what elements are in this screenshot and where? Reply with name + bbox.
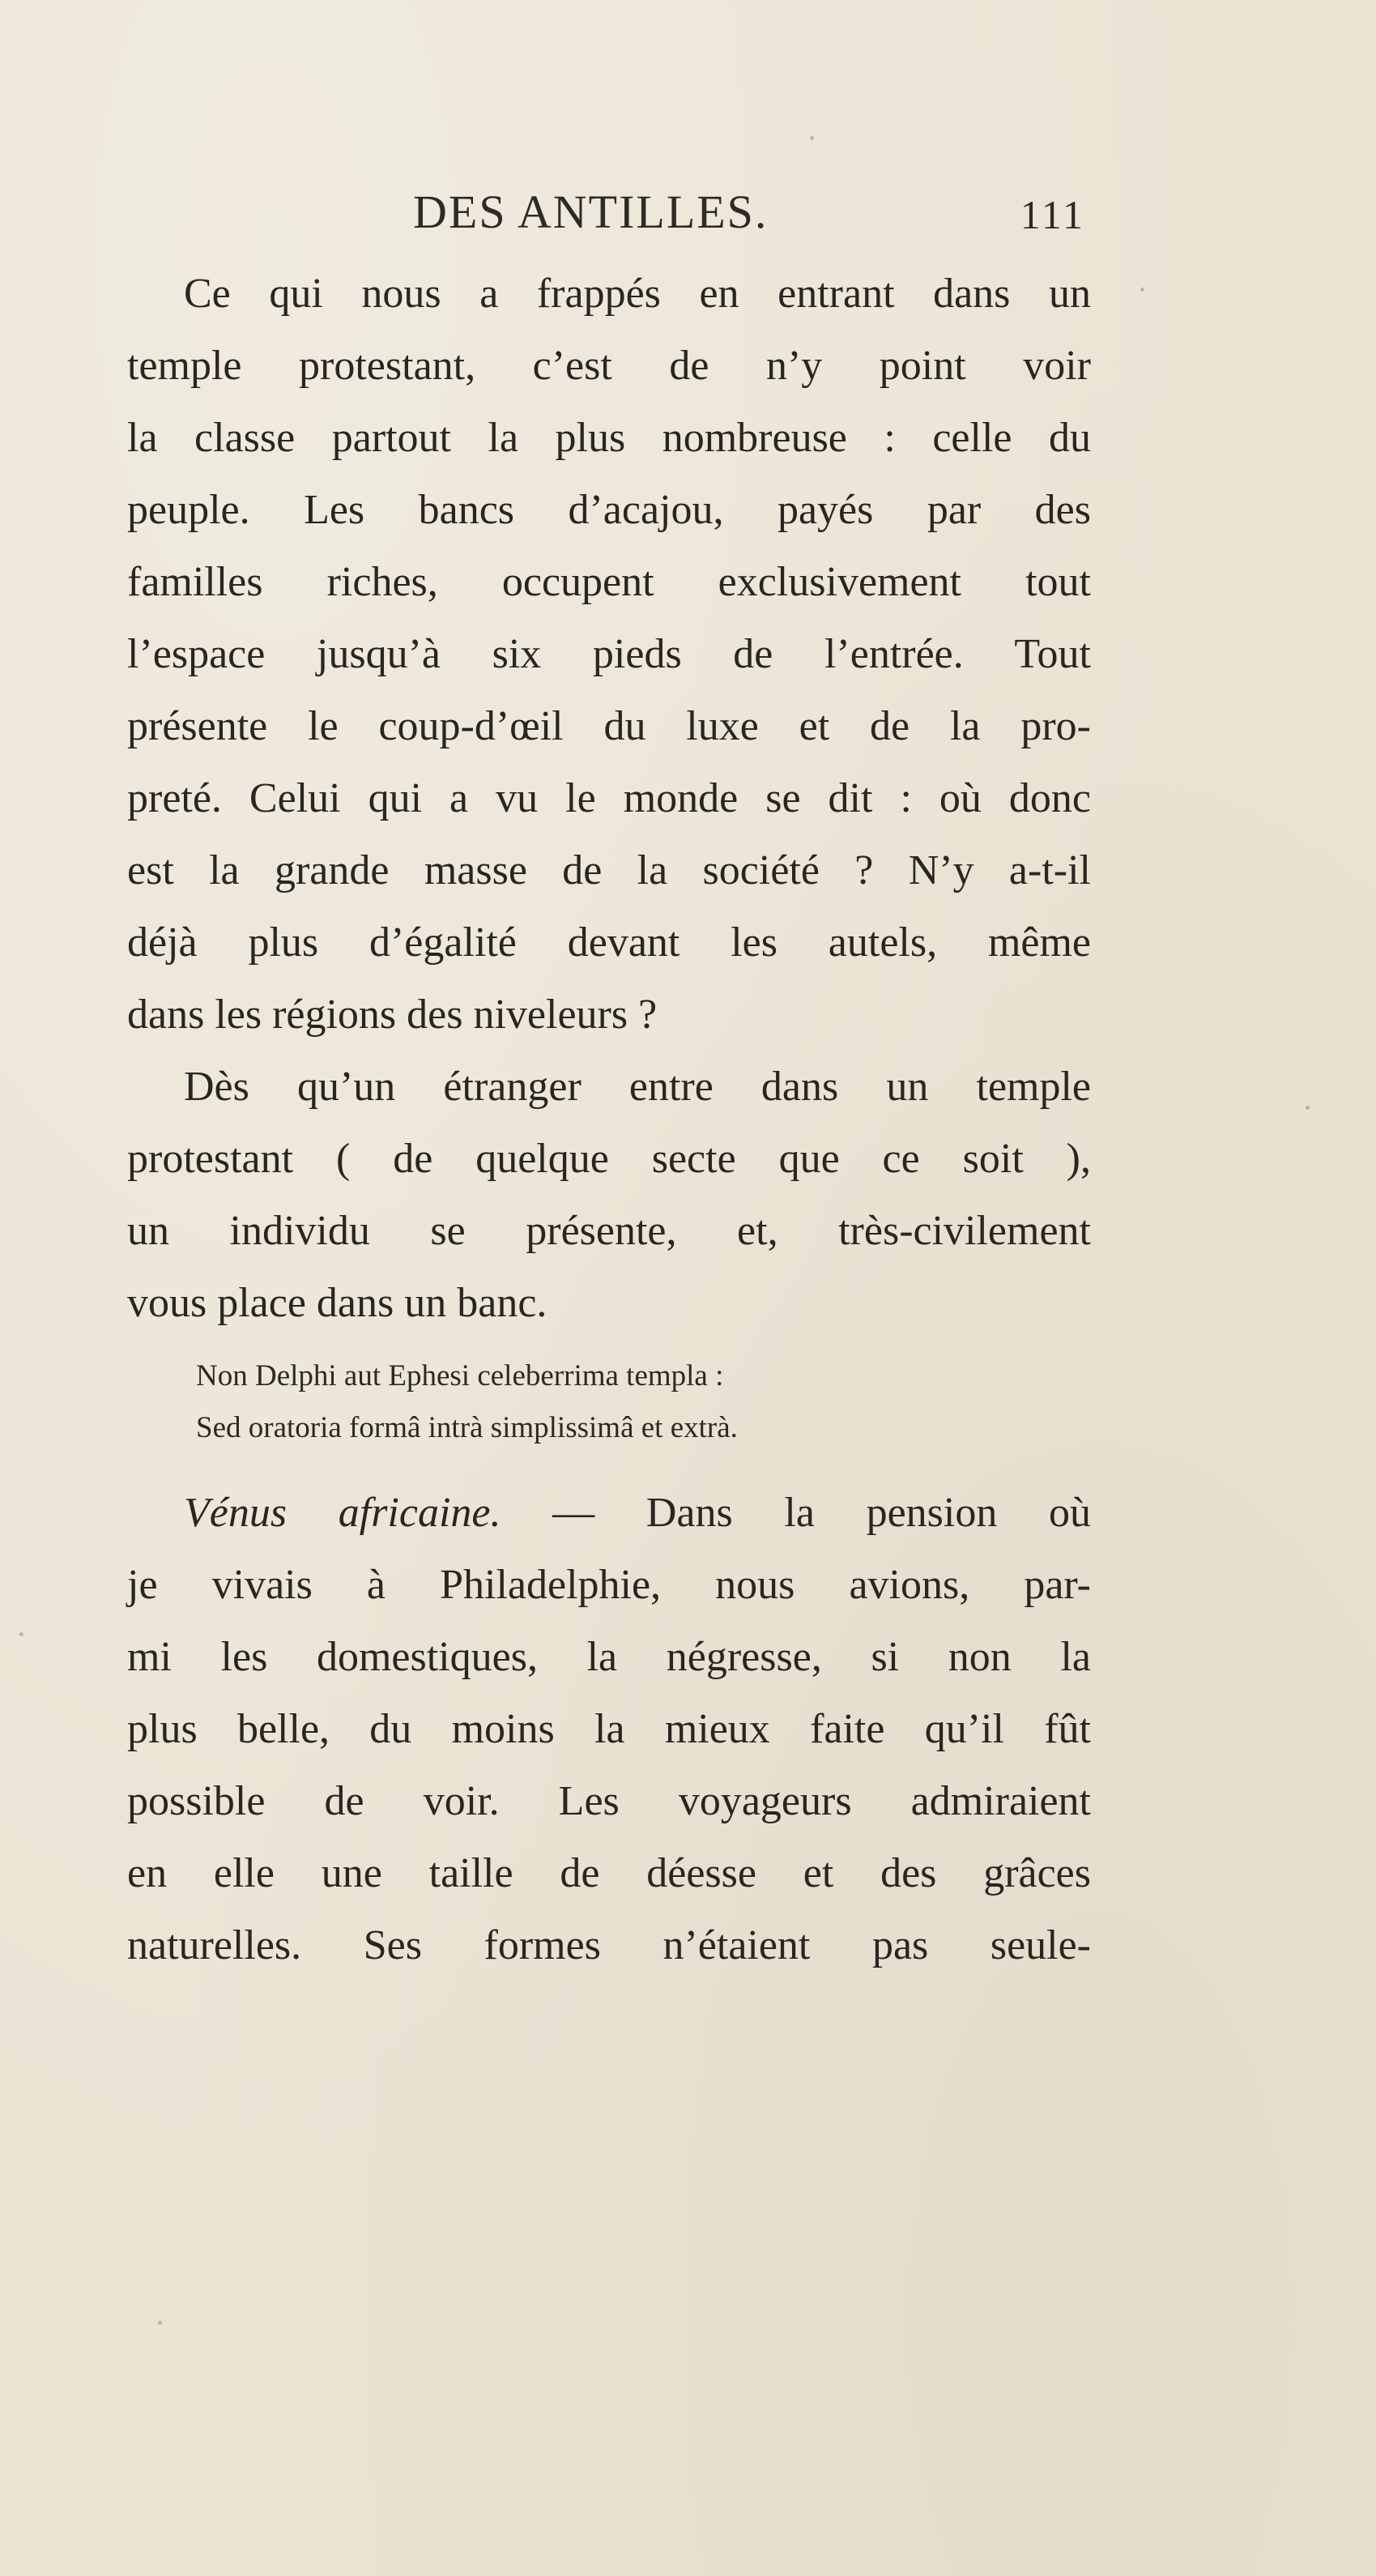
page-header [413,185,1085,249]
text-line [127,1477,1091,1549]
paragraph [127,1051,1091,1339]
paragraph [127,1477,1091,1981]
paper-speck [810,136,814,140]
paper-speck [1140,288,1144,292]
text-line: plus belle, du moins la mieux faite qu’il fût [127,1706,1091,1752]
text-line: un individu se présente, et, très-civilement [127,1208,1091,1254]
text-line: vous place dans un banc. [127,1280,547,1326]
text-line: mi les domestiques, la négresse, si non la [127,1634,1091,1680]
text-line: est la grande masse de la société ? N’y a-t-il [127,847,1091,893]
page-number: 111 [1020,192,1085,237]
text-line: dans les régions des niveleurs ? [127,992,658,1038]
quote-line: Sed oratoria formâ intrà simplissimâ et extrà. [196,1411,738,1444]
paper-speck [1306,1106,1310,1110]
text-line: peuple. Les bancs d’acajou, payés par des [127,487,1091,533]
text-line: je vivais à Philadelphie, nous avions, par- [127,1562,1091,1608]
text-line: Dès qu’un étranger entre dans un temple [184,1064,1091,1110]
text-line: preté. Celui qui a vu le monde se dit : où donc [127,775,1091,821]
section-heading-italic: Vénus africaine. [184,1490,501,1536]
running-title: DES ANTILLES. [413,186,769,238]
text-line: déjà plus d’égalité devant les autels, même [127,919,1091,966]
paper-speck [19,1632,23,1636]
body-text [127,258,1091,1981]
text-line: temple protestant, c’est de n’y point voir [127,343,1091,389]
text-line: l’espace jusqu’à six pieds de l’entrée. Tout [127,631,1091,677]
text-line: Ce qui nous a frappés en entrant dans un [184,271,1091,317]
text-line: en elle une taille de déesse et des grâces [127,1850,1091,1896]
text-line: présente le coup-d’œil du luxe et de la pro- [127,703,1091,749]
text-line: la classe partout la plus nombreuse : celle du [127,415,1091,461]
text-line: possible de voir. Les voyageurs admiraient [127,1778,1091,1824]
text-line: protestant ( de quelque secte que ce soit ), [127,1136,1091,1182]
latin-quote [127,1350,1091,1454]
paper-speck [158,2321,162,2325]
paragraph [127,258,1091,1051]
text-line: familles riches, occupent exclusivement tout [127,559,1091,605]
quote-line: Non Delphi aut Ephesi celeberrima templa : [196,1359,724,1392]
heading-continuation: — Dans la pension où [501,1490,1091,1536]
text-line: naturelles. Ses formes n’étaient pas seule- [127,1922,1091,1968]
